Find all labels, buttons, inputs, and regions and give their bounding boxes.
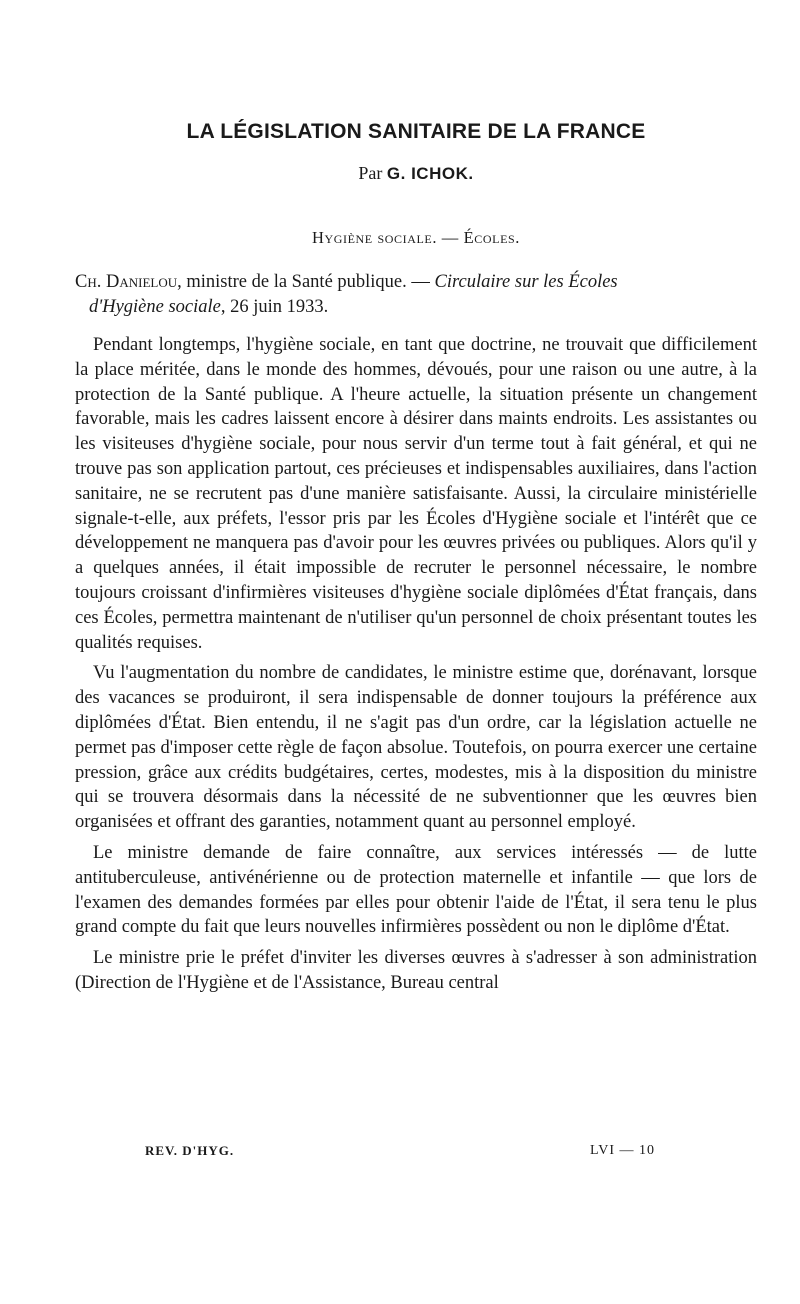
article-body [75,333,757,1002]
sheet-number: LVI — 10 [590,1143,656,1158]
document-page [75,0,757,1304]
author-name: G. ICHOK. [386,164,474,183]
circular-date: , 26 juin 1933. [220,296,329,317]
byline [75,163,757,184]
paragraph: Pendant longtemps, l'hygiène sociale, en tant que doctrine, ne trouvait que difficilement la place méritée, dans le monde des hommes, dévoués, pour une raison ou une autre, à la protection de la Santé publique. A l'heure actuelle, la situation présente un changement favorable, mais les cadres laissent encore à désirer dans maints endroits. Les assistantes ou les visiteuses d'hygiène sociale, pour nous servir d'un terme tout à fait général, et qui ne trouve pas son application partout, ces précieuses et indispensables auxiliaires, dans l'action sanitaire, ne se recrutent pas d'une manière satisfaisante. Aussi, la circulaire ministérielle signale-t-elle, aux préfets, l'essor pris par les Écoles d'Hygiène sociale et l'intérêt que ce développement ne manquera pas d'avoir pour les œuvres privées ou publiques. Alors qu'il y a quelques années, il était impossible de recruter le personnel nécessaire, le nombre toujours croissant d'infirmières visiteuses d'hygiène sociale diplômées d'État français, dans ces Écoles, permettra maintenant de n'utiliser qu'un personnel de choix présentant toutes les qualités requises. [75,335,757,653]
circular-reference [75,270,757,319]
journal-abbreviation: REV. D'HYG. [145,1143,235,1158]
paragraph: Le ministre demande de faire connaître, aux services intéressés — de lutte antituberculeuse, antivénérienne ou de protection maternelle et infantile — que lors de l'examen des demandes formées par elles pour obtenir l'aide de l'État, il sera tenu le plus grand compte du fait que leurs nouvelles infirmières possèdent ou non le diplôme d'État. [75,842,757,938]
paragraph: Vu l'augmentation du nombre de candidates, le ministre estime que, dorénavant, lorsque des vacances se produiront, il sera indispensable de donner toujours la préférence aux diplômées d'État. Bien entendu, il ne s'agit pas d'un ordre, car la législation actuelle ne permet pas d'imposer cette règle de façon absolue. Toutefois, on pourra exercer une certaine pression, grâce aux crédits budgétaires, certes, modestes, mis à la disposition du ministre qui se trouvera désormais dans la nécessité de ne subventionner que les œuvres bien organisées et offrant des garanties, notamment quant au personnel employé. [75,663,757,833]
circular-title-part-b: d'Hygiène sociale [89,296,221,317]
minister-role: , ministre de la Santé publique. — [177,272,435,292]
minister-name: Ch. Danielou [75,272,178,292]
paragraph: Le ministre prie le préfet d'inviter les diverses œuvres à s'adresser à son administration (Direction de l'Hygiène et de l'Assistance, Bureau central [75,948,757,993]
article-title: LA LÉGISLATION SANITAIRE DE LA FRANCE [186,120,646,143]
byline-prefix: Par [358,163,387,183]
section-heading: Hygiène sociale. — Écoles. [311,228,521,247]
circular-title-part-a: Circulaire sur les Écoles [434,272,618,292]
